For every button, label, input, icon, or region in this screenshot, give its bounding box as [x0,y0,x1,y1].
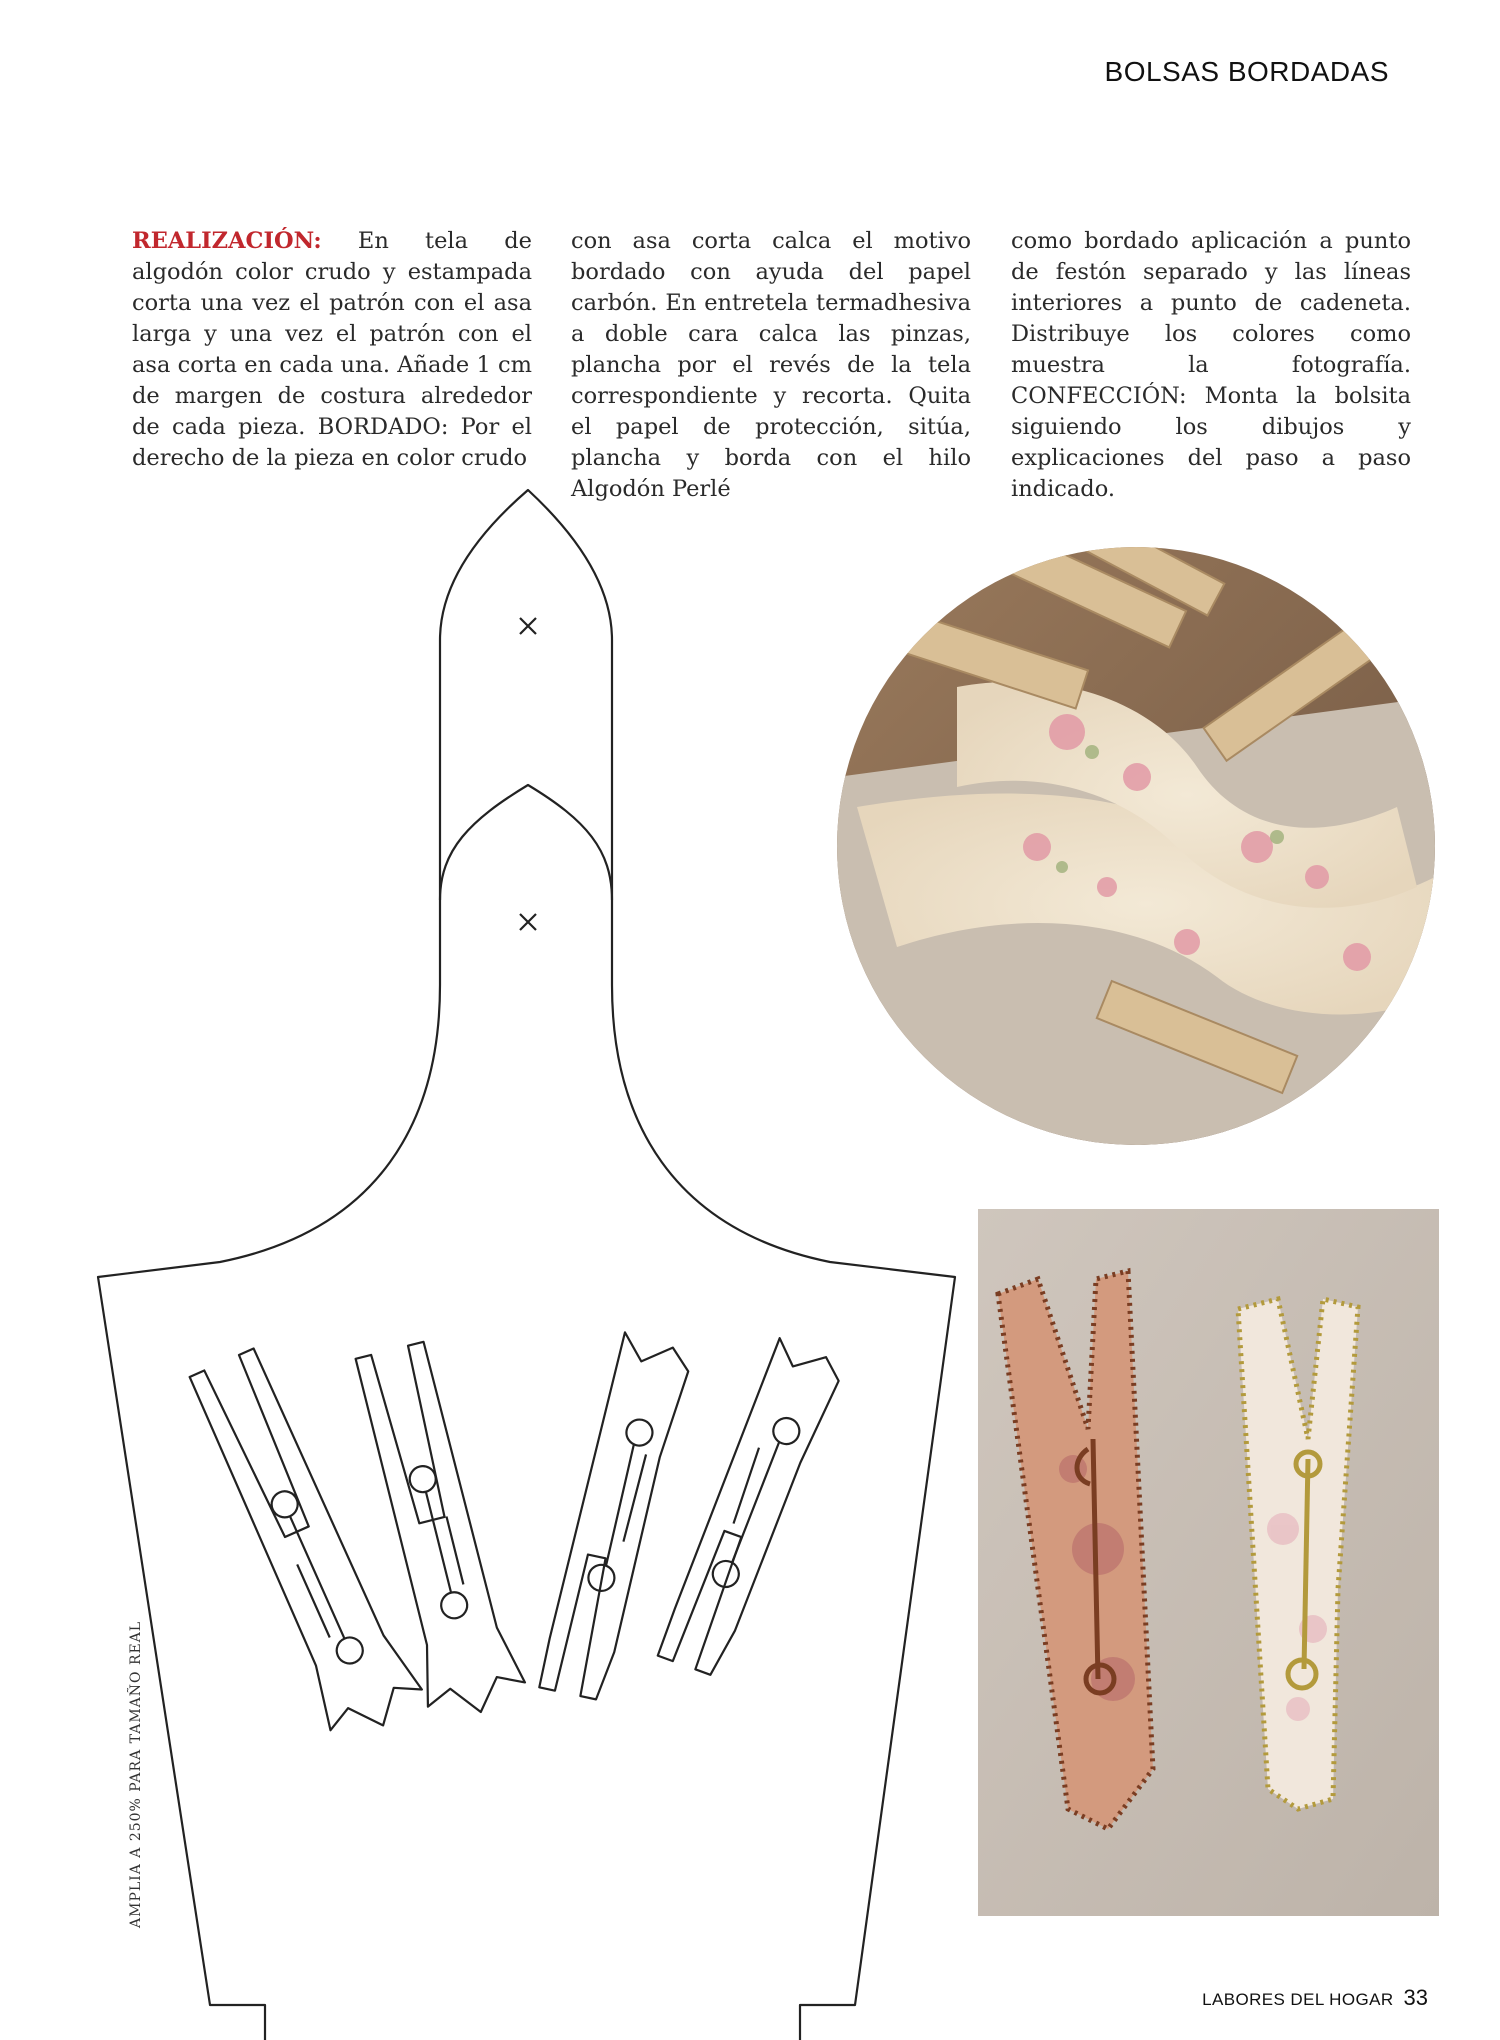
cross-mark [520,914,536,930]
clothespin-outline [342,1338,529,1724]
bag-outline [98,490,955,2040]
page-number: 33 [1403,1985,1428,2010]
section-title: BOLSAS BORDADAS [1104,56,1389,87]
lead-label: REALIZACIÓN: [132,228,322,254]
finished-bag-photo [837,547,1435,1145]
enlargement-note: AMPLIA A 250% PARA TAMAÑO REAL [128,1620,144,1928]
text-column-3: como bordado aplicación a punto de festón separado y las líneas interiores a punto de cadeneta. Distribuye los colores como muestra la fotografía. CONFECCIÓN: Monta la bolsita siguiendo los dibujos y explicaciones del paso a paso indicado. [1011,228,1411,502]
clothespin-outline [658,1336,846,1681]
cross-mark [520,618,536,634]
clothespin-outline [176,1342,429,1745]
text-column-1-body: En tela de algodón color crudo y estampada corta una vez el patrón con el asa larga y una vez el patrón con el asa corta en cada una. Añade 1 cm de margen de costura alrededor de cada pieza. BORDADO: Por el derecho de la pieza en color crudo [132,228,532,471]
clothespin-outline [539,1330,693,1704]
magazine-name: LABORES DEL HOGAR [1202,1990,1394,2009]
page-footer [1202,1985,1428,2011]
short-handle-line [440,785,612,900]
embroidery-detail-photo [978,1209,1439,1916]
text-column-2: con asa corta calca el motivo bordado con ayuda del papel carbón. En entretela termadhesiva a doble cara calca las pinzas, plancha por el revés de la tela correspondiente y recorta. Quita el papel de protección, sitúa, plancha y borda con el hilo Algodón Perlé [571,228,971,502]
